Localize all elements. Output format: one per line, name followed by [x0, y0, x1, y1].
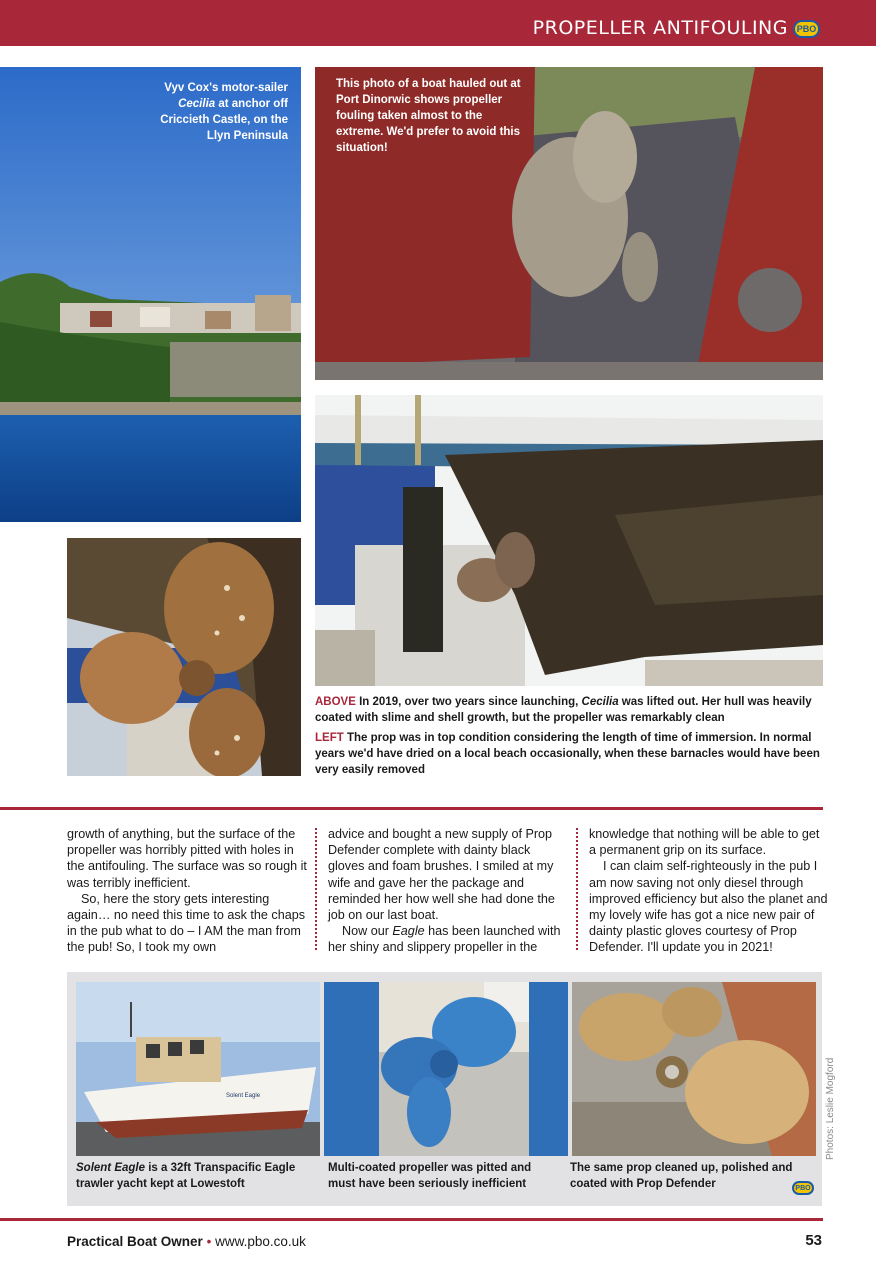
gallery-caption-2: Multi-coated propeller was pitted and must have been seriously inefficient: [328, 1162, 532, 1190]
article-paragraph: knowledge that nothing will be able to get a permanent grip on its surface.: [589, 827, 820, 858]
column-divider: [315, 828, 317, 950]
section-divider-rule: [0, 807, 823, 810]
photo-credit: Photos: Leslie Mogford: [825, 1057, 836, 1160]
caption-above: ABOVE In 2019, over two years since launching, Cecilia was lifted out. Her hull was heavily coated with slime and shell growth, but the propeller was remarkably clean: [315, 696, 812, 724]
gallery-caption-1: Solent Eagle is a 32ft Transpacific Eagle trawler yacht kept at Lowestoft: [76, 1162, 296, 1190]
article-paragraph: Now our Eagle has been launched with her shiny and slippery propeller in the: [328, 924, 561, 955]
gallery-caption-3: The same prop cleaned up, polished and coated with Prop Defender: [570, 1162, 793, 1190]
article-column-3: [589, 826, 829, 956]
article-column-1: [67, 826, 307, 956]
footer-url[interactable]: www.pbo.co.uk: [215, 1234, 306, 1249]
column-divider: [576, 828, 578, 950]
article-paragraph: growth of anything, but the surface of the propeller was horribly pitted with holes in the antifouling. The surface was so rough it was terribly inefficient.: [67, 827, 307, 890]
pbo-logo-small: PBO: [792, 1181, 814, 1195]
castle-photo-caption: Vyv Cox's motor-sailer Cecilia at anchor off Criccieth Castle, on the Llyn Peninsula: [160, 82, 288, 142]
footer-magazine: Practical Boat Owner • www.pbo.co.uk: [67, 1234, 306, 1249]
article-paragraph: advice and bought a new supply of Prop Defender complete with dainty black gloves and foam brushes. I smiled at my wife and gave her the package and reminded her how well she had done the job on our last boat.: [328, 827, 555, 923]
article-paragraph: So, here the story gets interesting again… no need this time to ask the chaps in the pub what to do – I AM the man from the pub! So, I took my own: [67, 891, 306, 955]
photo-prop-barnacles: [67, 538, 301, 776]
article-column-2: [328, 826, 568, 956]
dinorwic-photo-caption: This photo of a boat hauled out at Port Dinorwic shows propeller fouling taken almost to the extreme. We'd prefer to avoid this situation!: [336, 78, 521, 154]
photo-polished-prop: [572, 982, 816, 1156]
photo-cecilia-lifted-out: [315, 395, 823, 686]
boat-name-lettering: Solent Eagle: [226, 1093, 261, 1099]
photo-solent-eagle: [76, 982, 320, 1156]
photo-pitted-blue-prop: [324, 982, 568, 1156]
caption-left: LEFT The prop was in top condition considering the length of time of immersion. In normal years we'd have dried on a local beach occasionally, when these barnacles would have been very easily removed: [315, 732, 820, 776]
section-title: PROPELLER ANTIFOULING: [532, 17, 788, 39]
pbo-logo: PBO: [793, 20, 820, 38]
page-number: 53: [805, 1232, 822, 1249]
article-paragraph: I can claim self-righteously in the pub I am now saving not only diesel through improved efficiency but also the planet and my lovely wife has got a nice new pair of dainty plastic gloves courtesy of Prop Defender. I'll update you in 2021!: [589, 859, 828, 955]
footer-rule: [0, 1218, 823, 1221]
